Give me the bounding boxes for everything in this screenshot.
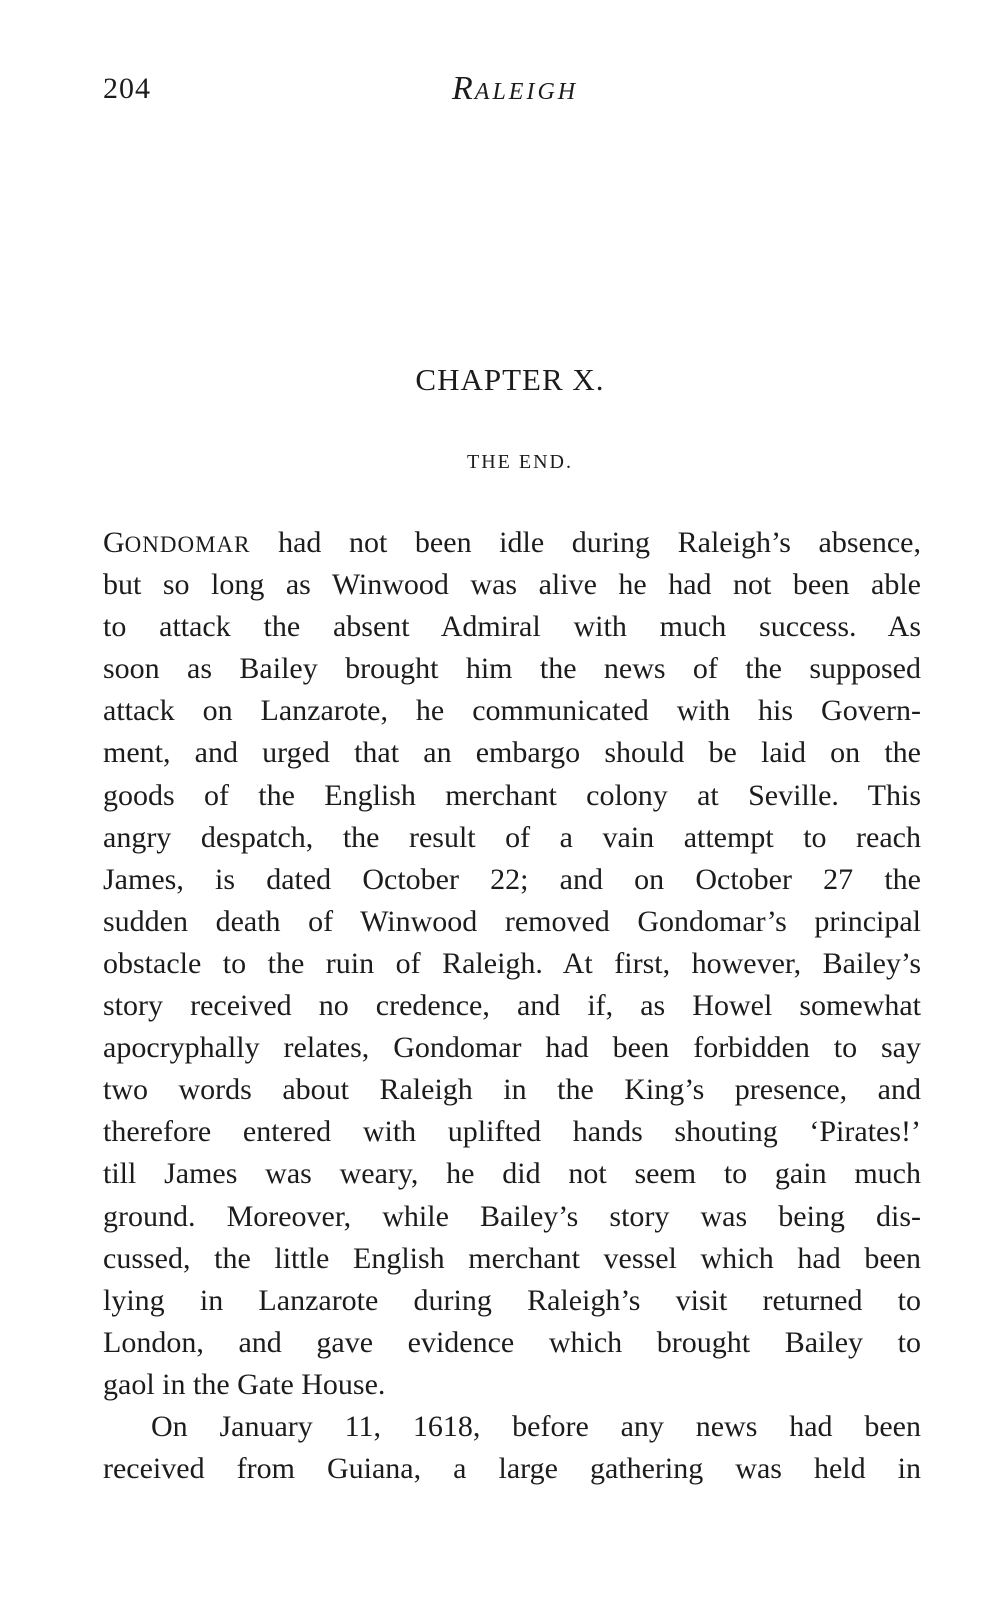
text-line: James, is dated October 22; and on October 27 the (103, 862, 921, 896)
text-line: angry despatch, the result of a vain attempt to reach (103, 820, 921, 854)
text-line: gaol in the Gate House. (103, 1367, 386, 1401)
text-line: till James was weary, he did not seem to gain much (103, 1157, 921, 1191)
text-line: but so long as Winwood was alive he had not been able (103, 568, 921, 602)
running-head (452, 70, 578, 108)
text-line: received from Guiana, a large gathering was held in (103, 1452, 921, 1486)
text-line: ground. Moreover, while Bailey’s story was being dis- (103, 1199, 921, 1233)
text-line: to attack the absent Admiral with much success. As (103, 610, 921, 644)
text-line: cussed, the little English merchant vessel which had been (103, 1241, 921, 1275)
opening-word-initial: G (103, 526, 125, 559)
chapter-title: CHAPTER X. (415, 362, 605, 397)
text-line: London, and gave evidence which brought Bailey to (103, 1325, 921, 1359)
text-line: attack on Lanzarote, he communicated with his Govern- (103, 694, 921, 728)
text-line: sudden death of Winwood removed Gondomar’s principal (103, 904, 921, 938)
paragraph-2-line-1: On January 11, 1618, before any news had been (151, 1409, 921, 1443)
running-head-initial: R (452, 70, 475, 107)
text-line: therefore entered with uplifted hands shouting ‘Pirates!’ (103, 1115, 921, 1149)
text-line: ment, and urged that an embargo should be laid on the (103, 736, 921, 770)
opening-word-rest: ONDOMAR (124, 532, 251, 557)
text-line: story received no credence, and if, as Howel somewhat (103, 989, 921, 1023)
text-line: goods of the English merchant colony at Seville. This (103, 778, 921, 812)
body-text (103, 522, 921, 1490)
text-line: apocryphally relates, Gondomar had been forbidden to say (103, 1031, 921, 1065)
paragraph-1-line-1 (103, 522, 921, 564)
text-line: obstacle to the ruin of Raleigh. At first, however, Bailey’s (103, 946, 921, 980)
first-line-text: had not been idle during Raleigh’s absence, (250, 526, 921, 559)
text-line: lying in Lanzarote during Raleigh’s visit returned to (103, 1283, 921, 1317)
page-number: 204 (103, 72, 151, 105)
running-head-rest: ALEIGH (474, 79, 579, 105)
text-line: two words about Raleigh in the King’s presence, and (103, 1073, 921, 1107)
text-line: soon as Bailey brought him the news of the supposed (103, 652, 921, 686)
chapter-subtitle: THE END. (467, 451, 573, 473)
